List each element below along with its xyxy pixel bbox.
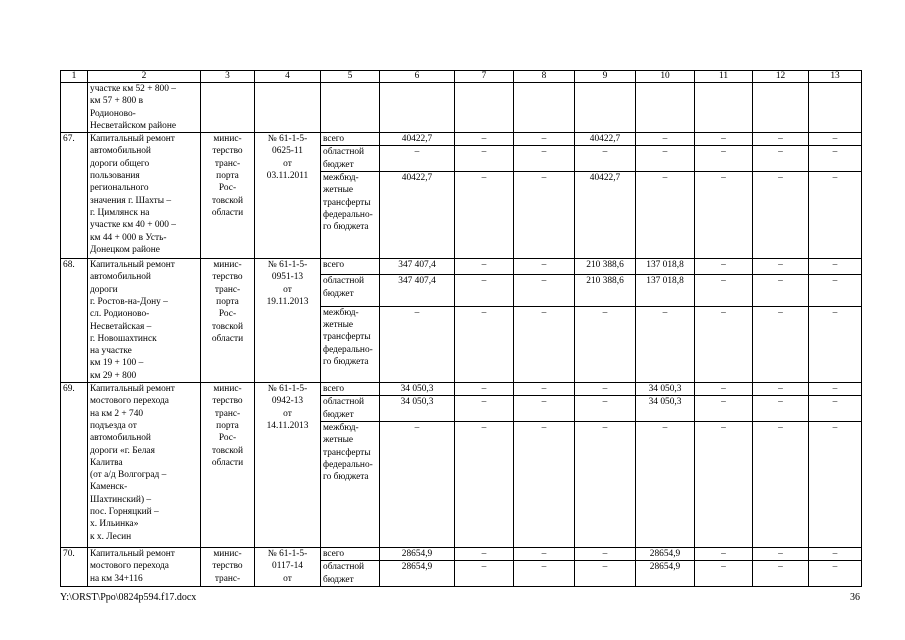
amount-cell: 137 018,8 <box>636 259 695 275</box>
amount-cell: – <box>753 172 809 259</box>
object-name-cell-line: (от а/д Волгоград – <box>90 470 167 481</box>
amount-cell: – <box>809 259 862 275</box>
funding-source-cell <box>321 83 380 133</box>
column-number-cell: 13 <box>809 71 862 83</box>
amount-cell: 40422,7 <box>575 133 636 146</box>
row-number-cell: 68. <box>61 259 88 383</box>
amount-cell <box>636 83 695 133</box>
customer-cell <box>201 547 255 586</box>
amount-cell: – <box>695 133 753 146</box>
expertise-doc-cell <box>255 83 321 133</box>
amount-cell <box>575 83 636 133</box>
customer-cell-line: Рос- <box>218 183 237 194</box>
expertise-doc-cell <box>255 133 321 259</box>
object-name-cell-line: х. Ильинка» <box>90 519 139 530</box>
row-number-cell: 69. <box>61 383 88 548</box>
amount-cell: – <box>636 306 695 382</box>
amount-cell <box>753 83 809 133</box>
amount-cell: – <box>380 146 455 172</box>
expertise-doc-cell-line: 0117-14 <box>272 561 303 572</box>
amount-cell: – <box>575 561 636 587</box>
amount-cell: – <box>809 547 862 560</box>
amount-cell: – <box>380 421 455 547</box>
object-name-cell-line: км 44 + 000 в Усть- <box>90 232 167 243</box>
expertise-doc-cell <box>255 383 321 548</box>
amount-cell: – <box>455 396 514 422</box>
amount-cell <box>695 83 753 133</box>
amount-cell: 34 050,3 <box>636 383 695 396</box>
amount-cell: – <box>695 421 753 547</box>
object-name-cell-line: Донецком районе <box>90 244 160 255</box>
amount-cell: – <box>514 396 575 422</box>
amount-cell: – <box>753 275 809 306</box>
amount-cell <box>809 83 862 133</box>
amount-cell: – <box>695 259 753 275</box>
table-row <box>61 83 862 133</box>
object-name-cell-line: пользования <box>90 171 140 182</box>
table-row <box>61 383 862 396</box>
amount-cell: – <box>514 383 575 396</box>
expertise-doc-cell-line: № 61-1-5- <box>267 260 308 271</box>
amount-cell: – <box>636 146 695 172</box>
object-name-cell-line: км 19 + 100 – <box>90 358 144 369</box>
customer-cell-line: терство <box>212 272 243 283</box>
customer-cell-line: минис- <box>213 134 242 145</box>
amount-cell: – <box>514 421 575 547</box>
amount-cell: 210 388,6 <box>575 259 636 275</box>
object-name-cell-line: участке км 52 + 800 – <box>90 84 176 94</box>
customer-cell-line: терство <box>212 396 243 407</box>
funding-source-cell: всего <box>321 133 380 146</box>
amount-cell: – <box>809 561 862 587</box>
amount-cell: – <box>809 172 862 259</box>
column-number-cell: 7 <box>455 71 514 83</box>
amount-cell: – <box>575 396 636 422</box>
object-name-cell-line: автомобильной <box>90 433 151 444</box>
amount-cell: – <box>753 547 809 560</box>
column-number-cell: 8 <box>514 71 575 83</box>
amount-cell: – <box>695 396 753 422</box>
amount-cell: 28654,9 <box>380 547 455 560</box>
amount-cell: – <box>695 547 753 560</box>
object-name-cell-line: участке км 40 + 000 – <box>90 220 176 231</box>
amount-cell: – <box>575 421 636 547</box>
expertise-doc-cell-line: 19.11.2013 <box>266 296 309 307</box>
amount-cell: – <box>380 306 455 382</box>
amount-cell: – <box>514 306 575 382</box>
funding-source-cell: областной бюджет <box>321 561 380 587</box>
amount-cell: 40422,7 <box>380 172 455 259</box>
customer-cell-line: товской <box>212 321 243 332</box>
column-number-cell: 4 <box>255 71 321 83</box>
row-number-cell <box>61 83 88 133</box>
object-name-cell-line: дороги общего <box>90 158 150 169</box>
amount-cell: – <box>514 259 575 275</box>
amount-cell: – <box>753 396 809 422</box>
amount-cell: 28654,9 <box>380 561 455 587</box>
amount-cell: – <box>455 306 514 382</box>
table-row <box>61 259 862 275</box>
amount-cell: – <box>636 172 695 259</box>
amount-cell: 28654,9 <box>636 547 695 560</box>
object-name-cell <box>88 133 201 259</box>
budget-table <box>60 70 862 587</box>
customer-cell-line: Рос- <box>218 309 237 320</box>
amount-cell: – <box>753 146 809 172</box>
object-name-cell-line: Каменск- <box>90 482 128 493</box>
amount-cell: – <box>809 383 862 396</box>
customer-cell-line: терство <box>212 146 243 157</box>
amount-cell: – <box>575 547 636 560</box>
amount-cell: – <box>809 146 862 172</box>
funding-source-cell: межбюд-жетные трансферты федерально-го бюджета <box>321 306 380 382</box>
expertise-doc-cell-line: № 61-1-5- <box>267 134 308 145</box>
amount-cell: 34 050,3 <box>380 383 455 396</box>
amount-cell: – <box>455 383 514 396</box>
amount-cell: – <box>636 421 695 547</box>
amount-cell: 347 407,4 <box>380 275 455 306</box>
object-name-cell-line: Капитальный ремонт <box>90 260 175 271</box>
object-name-cell-line: Капитальный ремонт <box>90 384 175 395</box>
object-name-cell <box>88 83 201 133</box>
amount-cell: – <box>575 146 636 172</box>
customer-cell-line: транс- <box>214 573 241 584</box>
amount-cell: – <box>695 172 753 259</box>
expertise-doc-cell-line: 0942-13 <box>271 396 304 407</box>
amount-cell <box>514 83 575 133</box>
column-number-cell: 6 <box>380 71 455 83</box>
customer-cell-line: области <box>211 333 244 344</box>
object-name-cell-line: г. Новошахтинск <box>90 333 157 344</box>
funding-source-cell: областной бюджет <box>321 275 380 306</box>
funding-source-cell: межбюд-жетные трансферты федерально-го бюджета <box>321 421 380 547</box>
amount-cell: – <box>753 421 809 547</box>
column-number-cell: 5 <box>321 71 380 83</box>
amount-cell: – <box>514 547 575 560</box>
amount-cell: – <box>809 421 862 547</box>
amount-cell: – <box>753 383 809 396</box>
amount-cell: – <box>455 547 514 560</box>
amount-cell: – <box>455 275 514 306</box>
customer-cell-line: порта <box>216 171 239 182</box>
object-name-cell-line: пос. Горняцкий – <box>90 507 159 518</box>
expertise-doc-cell-line: 0625-11 <box>272 146 303 157</box>
funding-source-cell: всего <box>321 259 380 275</box>
expertise-doc-cell-line: 0951-13 <box>271 272 304 283</box>
customer-cell <box>201 133 255 259</box>
amount-cell: – <box>455 421 514 547</box>
object-name-cell-line: автомобильной <box>90 272 151 283</box>
expertise-doc-cell-line: 03.11.2011 <box>266 171 309 182</box>
amount-cell: – <box>514 561 575 587</box>
column-number-cell: 1 <box>61 71 88 83</box>
amount-cell: – <box>753 259 809 275</box>
customer-cell-line: порта <box>216 420 239 431</box>
amount-cell: – <box>455 133 514 146</box>
column-number-header-row <box>61 71 862 83</box>
amount-cell: – <box>695 306 753 382</box>
object-name-cell-line: Несветайская – <box>90 321 152 332</box>
customer-cell-line: области <box>211 457 244 468</box>
object-name-cell-line: км 29 + 800 <box>90 370 137 381</box>
amount-cell <box>380 83 455 133</box>
amount-cell: – <box>455 172 514 259</box>
amount-cell: – <box>695 561 753 587</box>
object-name-cell-line: г. Ростов-на-Дону – <box>90 296 168 307</box>
column-number-cell: 10 <box>636 71 695 83</box>
amount-cell: 34 050,3 <box>380 396 455 422</box>
expertise-doc-cell-line: № 61-1-5- <box>267 548 308 559</box>
amount-cell: 28654,9 <box>636 561 695 587</box>
customer-cell-line: товской <box>212 195 243 206</box>
column-number-cell: 3 <box>201 71 255 83</box>
amount-cell: 210 388,6 <box>575 275 636 306</box>
customer-cell-line: товской <box>212 445 243 456</box>
page-number: 36 <box>850 592 860 603</box>
object-name-cell-line: на км 2 + 740 <box>90 408 144 419</box>
amount-cell: – <box>455 561 514 587</box>
expertise-doc-cell-line: от <box>283 158 292 169</box>
row-number-cell: 70. <box>61 547 88 586</box>
object-name-cell-line: к х. Лесин <box>90 531 132 542</box>
customer-cell-line: области <box>211 207 244 218</box>
amount-cell: – <box>753 561 809 587</box>
object-name-cell-line: Несветайском районе <box>90 120 177 131</box>
customer-cell-line: минис- <box>213 260 242 271</box>
object-name-cell-line: регионального <box>90 183 149 194</box>
amount-cell: – <box>695 146 753 172</box>
expertise-doc-cell-line: № 61-1-5- <box>267 384 308 395</box>
object-name-cell-line: Родионово- <box>90 108 136 119</box>
amount-cell: 40422,7 <box>380 133 455 146</box>
expertise-doc-cell-line: 14.11.2013 <box>266 420 309 431</box>
amount-cell: 347 407,4 <box>380 259 455 275</box>
amount-cell: – <box>809 133 862 146</box>
amount-cell: – <box>809 275 862 306</box>
object-name-cell-line: Калитва <box>90 457 123 468</box>
amount-cell: – <box>514 275 575 306</box>
amount-cell: – <box>695 275 753 306</box>
amount-cell: 40422,7 <box>575 172 636 259</box>
customer-cell-line: минис- <box>213 548 242 559</box>
object-name-cell-line: подъезда от <box>90 420 137 431</box>
customer-cell-line: транс- <box>214 408 241 419</box>
object-name-cell-line: г. Цимлянск на <box>90 207 150 218</box>
funding-source-cell: межбюд-жетные трансферты федерально-го бюджета <box>321 172 380 259</box>
amount-cell: – <box>455 259 514 275</box>
amount-cell: – <box>753 306 809 382</box>
amount-cell: – <box>575 306 636 382</box>
object-name-cell-line: сл. Родионово- <box>90 309 150 320</box>
object-name-cell-line: автомобильной <box>90 146 151 157</box>
customer-cell-line: транс- <box>214 284 241 295</box>
expertise-doc-cell <box>255 547 321 586</box>
amount-cell: – <box>809 306 862 382</box>
object-name-cell-line: км 57 + 800 в <box>90 96 144 107</box>
amount-cell: 34 050,3 <box>636 396 695 422</box>
column-number-cell: 9 <box>575 71 636 83</box>
footer-file-path: Y:\ORST\Ppo\0824p594.f17.docx <box>60 592 197 603</box>
object-name-cell <box>88 259 201 383</box>
object-name-cell-line: мостового перехода <box>90 561 169 572</box>
object-name-cell <box>88 547 201 586</box>
customer-cell-line: Рос- <box>218 433 237 444</box>
customer-cell-line: транс- <box>214 158 241 169</box>
amount-cell: – <box>809 396 862 422</box>
amount-cell: 137 018,8 <box>636 275 695 306</box>
customer-cell-line: порта <box>216 296 239 307</box>
expertise-doc-cell-line: от <box>283 284 292 295</box>
amount-cell: – <box>514 172 575 259</box>
expertise-doc-cell <box>255 259 321 383</box>
amount-cell: – <box>753 133 809 146</box>
object-name-cell-line: дороги <box>90 284 118 295</box>
expertise-doc-cell-line: от <box>283 573 292 584</box>
row-number-cell: 67. <box>61 133 88 259</box>
amount-cell: – <box>636 133 695 146</box>
amount-cell: – <box>514 133 575 146</box>
funding-source-cell: всего <box>321 383 380 396</box>
column-number-cell: 2 <box>88 71 201 83</box>
funding-source-cell: областной бюджет <box>321 396 380 422</box>
customer-cell <box>201 83 255 133</box>
amount-cell <box>455 83 514 133</box>
amount-cell: – <box>455 146 514 172</box>
column-number-cell: 12 <box>753 71 809 83</box>
object-name-cell-line: мостового перехода <box>90 396 169 407</box>
customer-cell <box>201 383 255 548</box>
amount-cell: – <box>575 383 636 396</box>
customer-cell-line: минис- <box>213 384 242 395</box>
funding-source-cell: всего <box>321 547 380 560</box>
amount-cell: – <box>695 383 753 396</box>
customer-cell-line: терство <box>212 561 243 572</box>
object-name-cell-line: на участке <box>90 346 132 357</box>
table-row <box>61 547 862 560</box>
amount-cell: – <box>514 146 575 172</box>
funding-source-cell: областной бюджет <box>321 146 380 172</box>
column-number-cell: 11 <box>695 71 753 83</box>
object-name-cell-line: на км 34+116 <box>90 573 143 584</box>
object-name-cell-line: дороги «г. Белая <box>90 445 155 456</box>
object-name-cell-line: значения г. Шахты – <box>90 195 172 206</box>
table-row <box>61 133 862 146</box>
object-name-cell-line: Капитальный ремонт <box>90 134 175 145</box>
expertise-doc-cell-line: от <box>283 408 292 419</box>
customer-cell <box>201 259 255 383</box>
object-name-cell <box>88 383 201 548</box>
object-name-cell-line: Капитальный ремонт <box>90 548 175 559</box>
object-name-cell-line: Шахтинский) – <box>90 494 152 505</box>
